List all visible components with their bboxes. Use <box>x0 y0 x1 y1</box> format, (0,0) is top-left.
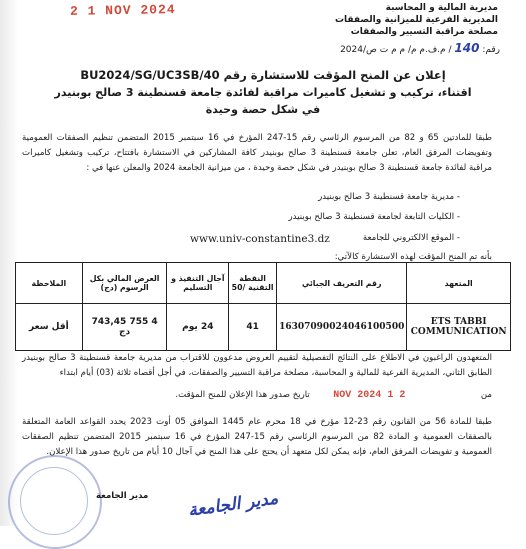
cell-technical-score: 41 <box>229 304 277 351</box>
cell-price: 4 755 743,45 دج <box>82 304 167 351</box>
cell-bidder: ETS TABBI COMMUNICATION <box>407 304 511 351</box>
header-price: العرض المالي بكل الرسوم (دج) <box>82 263 167 304</box>
university-round-stamp-inner <box>20 467 88 535</box>
consultation-paragraph: المتعهدون الراغبون في الاطلاع على النتائج التفصيلية لتقييم العروض مدعوون للاقتراب من مديرية جامعة قسنطينة 3 صالح بوبنيدر الطابق الثاني، المديرية الفرعية للمالية و المحاسبة، مصلحة مراقبة التسيير والصفقات، في أجل أقصاه ثلاثة (03) أيام ابتداء <box>22 353 492 378</box>
objection-text: تاريخ صدور هذا الإعلان للمنح المؤقت. <box>175 390 310 400</box>
cell-nif: 16307090024046100500 <box>277 304 407 351</box>
header-technical-score: النقطة التقنية /50 <box>229 263 277 304</box>
signature-label: مدير الجامعة <box>96 491 149 501</box>
header-delay: آجال التنفيذ و التسليم <box>167 263 229 304</box>
university-website-link[interactable]: www.univ-constantine3.dz <box>190 233 330 245</box>
publication-bullet-website: - الموقع الالكتروني للجامعة <box>363 233 460 243</box>
result-intro: بأنه تم المنح المؤقت لهذه الاستشارة كالآتي: <box>334 252 492 262</box>
header-notes: الملاحظة <box>16 263 83 304</box>
legal-paragraph: طبقا للمادة 56 من القانون رقم 23-12 مؤرخ في 18 محرم عام 1445 الموافق 05 أوت 2023 يحدد القواعد العامة المتعلقة بالصفقات العمومية و المادة 82 من المرسوم الرئاسي رقم 15-247 المؤرخ في 16 سبتمبر 2015 المتضمن تنظيم الصفقات العمومية و تفويضات المرفق العام، فإنه يمكن لكل متعهد أن يحتج على هذا المنح في آجال 10 أيام من تاريخ صدور هذا الإعلان. <box>22 417 492 457</box>
intro-paragraph: طبقا للمادتين 65 و 82 من المرسوم الرئاسي رقم 15-247 المؤرخ في 16 سبتمبر 2015 المتضمن تنظيم الصفقات العمومية وتفويضات المرفق العام، تعلن جامعة قسنطينة 3 صالح بوبنيدر كافة المشاركين في الاستشارة بافتتاح، تركيب وتشغيل كاميرات مراقبة لفائدة جامعة قسنطينة 3 صالح بوبنيدر في شكل حصة وحيدة ، من ميزانية الجامعة 2024 والمعلن عنها في : <box>22 133 492 173</box>
award-table <box>15 262 511 351</box>
announcement-subject: اقتناء، تركيب و تشغيل كاميرات مراقبة لفائدة جامعة قسنطينة 3 صالح بوبنيدر <box>54 86 472 99</box>
objection-date-stamp: 2 1 NOV 2024 <box>333 390 406 401</box>
table-header-row <box>16 263 511 304</box>
reference-number <box>340 41 500 55</box>
header-bidder: المتعهد <box>407 263 511 304</box>
announcement-title: إعلان عن المنح المؤقت للاستشارة رقم BU2024/SG/UC3SB/40 <box>80 68 446 82</box>
director-signature-stamp: مدير الجامعة <box>186 488 280 521</box>
cell-delay: 24 يوم <box>167 304 229 351</box>
reference-suffix: / م.ف.م م/ م م ت ص/2024 <box>340 45 452 55</box>
header-nif: رقم التعريف الجبائي <box>277 263 407 304</box>
publication-bullet-faculties: - الكليات التابعة لجامعة قسنطينة 3 صالح بوبنيدر <box>289 212 460 222</box>
reference-handwritten-number: 140 <box>454 41 480 55</box>
received-date-stamp: 2 1 NOV 2024 <box>69 2 176 19</box>
header-subdirectorate: المديرية الفرعية للميزانية والصفقات <box>335 15 498 25</box>
publication-bullet-directorate: - مديرية جامعة قسنطينة 3 صالح بوبنيدر <box>318 192 460 202</box>
objection-from: من <box>480 390 492 400</box>
table-row <box>16 304 511 351</box>
reference-prefix: رقم: <box>482 45 500 55</box>
announcement-lot: في شكل حصة وحيدة <box>205 103 321 116</box>
cell-notes: أقل سعر <box>16 304 83 351</box>
objection-date-line <box>175 390 492 401</box>
header-service: مصلحة مراقبة التسيير والصفقات <box>350 27 498 37</box>
header-directorate: مديرية المالية و المحاسبة <box>385 3 498 13</box>
